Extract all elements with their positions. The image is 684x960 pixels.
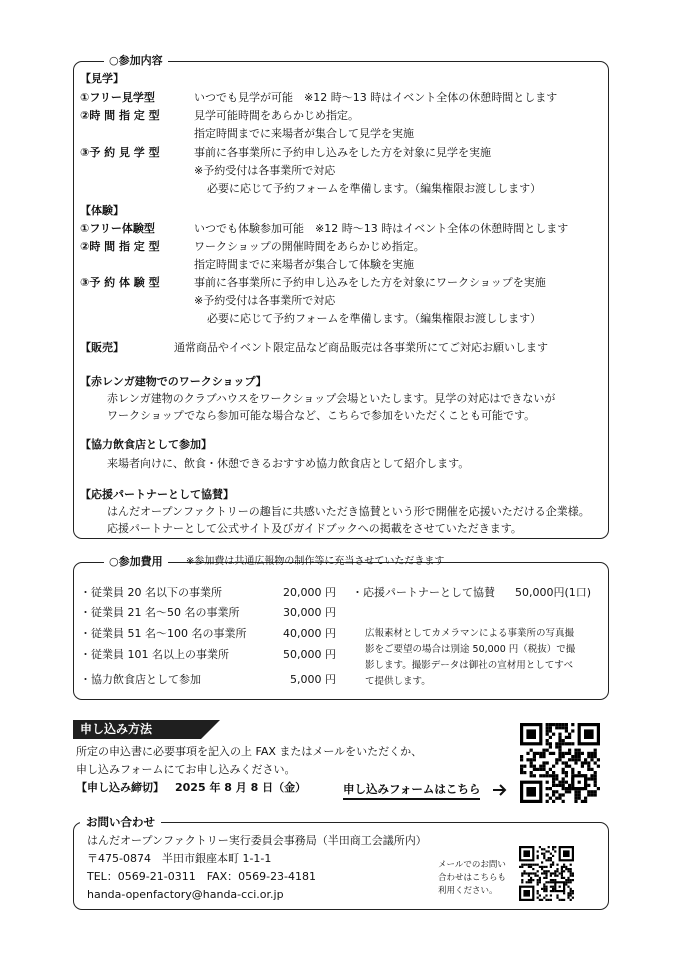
kengaku-text-6: 必要に応じて予約フォームを準備します。（編集権限お渡しします） (207, 182, 542, 195)
arrow-right-icon (493, 783, 507, 797)
taiken-label-2: ②時 間 指 定 型 (80, 240, 160, 253)
apply-line-2: 申し込みフォームにてお申し込みください。 (76, 763, 296, 776)
kengaku-text-3: 指定時間までに来場者が集合して見学を実施 (194, 127, 414, 140)
fee-price-2: 30,000 円 (283, 606, 336, 619)
partner-line-1: はんだオープンファクトリーの趣旨に共感いただき協賛という形で開催を応援いただける企業様。 (107, 505, 590, 518)
taiken-label-1: ①フリー体験型 (80, 222, 155, 235)
application-form-link[interactable]: 申し込みフォームはこちら (343, 781, 480, 800)
apply-title: 申し込み方法 (80, 722, 153, 736)
kengaku-heading: 【見学】 (80, 72, 124, 85)
taiken-text-1: いつでも体験参加可能 ※12 時～13 時はイベント全体の休憩時間とします (194, 222, 569, 235)
hanbai-heading: 【販売】 (80, 341, 124, 354)
mail-note-1: メールでのお問い (438, 860, 506, 870)
fee-label-3: ・従業員 51 名～100 名の事業所 (80, 627, 247, 640)
fees-title: ○参加費用 (104, 555, 168, 569)
photo-note-2: 影をご要望の場合は別途 50,000 円（税抜）で撮 (365, 644, 576, 655)
taiken-text-4: 事前に各事業所に予約申し込みをした方を対象にワークショップを実施 (194, 276, 546, 289)
hanbai-text: 通常商品やイベント限定品など商品販売は各事業所にてご対応お願いします (174, 341, 548, 354)
photo-note-1: 広報素材としてカメラマンによる事業所の写真撮 (365, 628, 575, 639)
fee-price-5: 5,000 円 (290, 673, 336, 686)
contact-phone: TEL：0569-21-0311 FAX：0569-23-4181 (87, 870, 317, 883)
fees-note: ※参加費は共通広報物の制作等に充当させていただきます (186, 556, 445, 567)
fee-partner-price: 50,000円(1口) (515, 586, 592, 599)
partner-line-2: 応援パートナーとして公式サイト及びガイドブックへの掲載をさせていただきます。 (107, 522, 522, 535)
restaurant-heading: 【協力飲食店として参加】 (80, 438, 212, 451)
workshop-heading: 【赤レンガ建物でのワークショップ】 (80, 375, 267, 388)
taiken-text-2: ワークショップの開催時間をあらかじめ指定。 (194, 240, 425, 253)
photo-note-3: 影します。撮影データは御社の宣材用としてすべ (365, 660, 574, 671)
contact-org: はんだオープンファクトリー実行委員会事務局（半田商工会議所内） (87, 834, 427, 847)
restaurant-line-1: 来場者向けに、飲食・休憩できるおすすめ協力飲食店として紹介します。 (107, 457, 470, 470)
taiken-label-4: ③予 約 体 験 型 (80, 276, 160, 289)
fee-price-4: 50,000 円 (283, 648, 336, 661)
taiken-heading: 【体験】 (80, 204, 124, 217)
fee-label-1: ・従業員 20 名以下の事業所 (80, 586, 222, 599)
taiken-text-3: 指定時間までに来場者が集合して体験を実施 (194, 258, 414, 271)
application-form-qr-code[interactable] (520, 723, 600, 803)
fee-partner-label: ・応援パートナーとして協賛 (352, 586, 495, 599)
photo-note-4: て提供します。 (365, 676, 431, 687)
kengaku-label-4: ③予 約 見 学 型 (80, 146, 160, 159)
kengaku-label-1: ①フリー見学型 (80, 91, 155, 104)
fee-label-4: ・従業員 101 名以上の事業所 (80, 648, 229, 661)
taiken-text-6: 必要に応じて予約フォームを準備します。（編集権限お渡しします） (207, 312, 542, 325)
workshop-line-1: 赤レンガ建物のクラブハウスをワークショップ会場といたします。見学の対応はできないが (107, 392, 556, 405)
taiken-text-5: ※予約受付は各事業所で対応 (194, 294, 336, 307)
kengaku-label-2: ②時 間 指 定 型 (80, 109, 160, 122)
kengaku-text-5: ※予約受付は各事業所で対応 (194, 164, 336, 177)
fee-label-5: ・協力飲食店として参加 (80, 673, 201, 686)
partner-heading: 【応援パートナーとして協賛】 (80, 488, 234, 501)
deadline-label: 【申し込み締切】 (76, 781, 164, 794)
kengaku-text-4: 事前に各事業所に予約申し込みをした方を対象に見学を実施 (194, 146, 491, 159)
kengaku-text-2: 見学可能時間をあらかじめ指定。 (194, 109, 359, 122)
deadline-date: 2025 年 8 月 8 日（金） (175, 781, 307, 794)
contact-address: 〒475-0874 半田市銀座本町 1-1-1 (87, 852, 272, 865)
contact-email[interactable]: handa-openfactory@handa-cci.or.jp (87, 888, 284, 901)
mail-note-2: 合わせはこちらも (438, 873, 507, 883)
mail-note-3: 利用ください。 (438, 886, 498, 896)
workshop-line-2: ワークショップでなら参加可能な場合など、こちらで参加をいただくことも可能です。 (107, 409, 536, 422)
fee-label-2: ・従業員 21 名～50 名の事業所 (80, 606, 240, 619)
kengaku-text-1: いつでも見学が可能 ※12 時～13 時はイベント全体の休憩時間とします (194, 91, 558, 104)
fee-price-1: 20,000 円 (283, 586, 336, 599)
contact-title: お問い合わせ (80, 815, 161, 829)
participation-title: ○参加内容 (104, 54, 168, 68)
contact-email-qr-code[interactable] (519, 846, 574, 901)
apply-line-1: 所定の申込書に必要事項を記入の上 FAX またはメールをいただくか、 (76, 745, 423, 758)
fee-price-3: 40,000 円 (283, 627, 336, 640)
